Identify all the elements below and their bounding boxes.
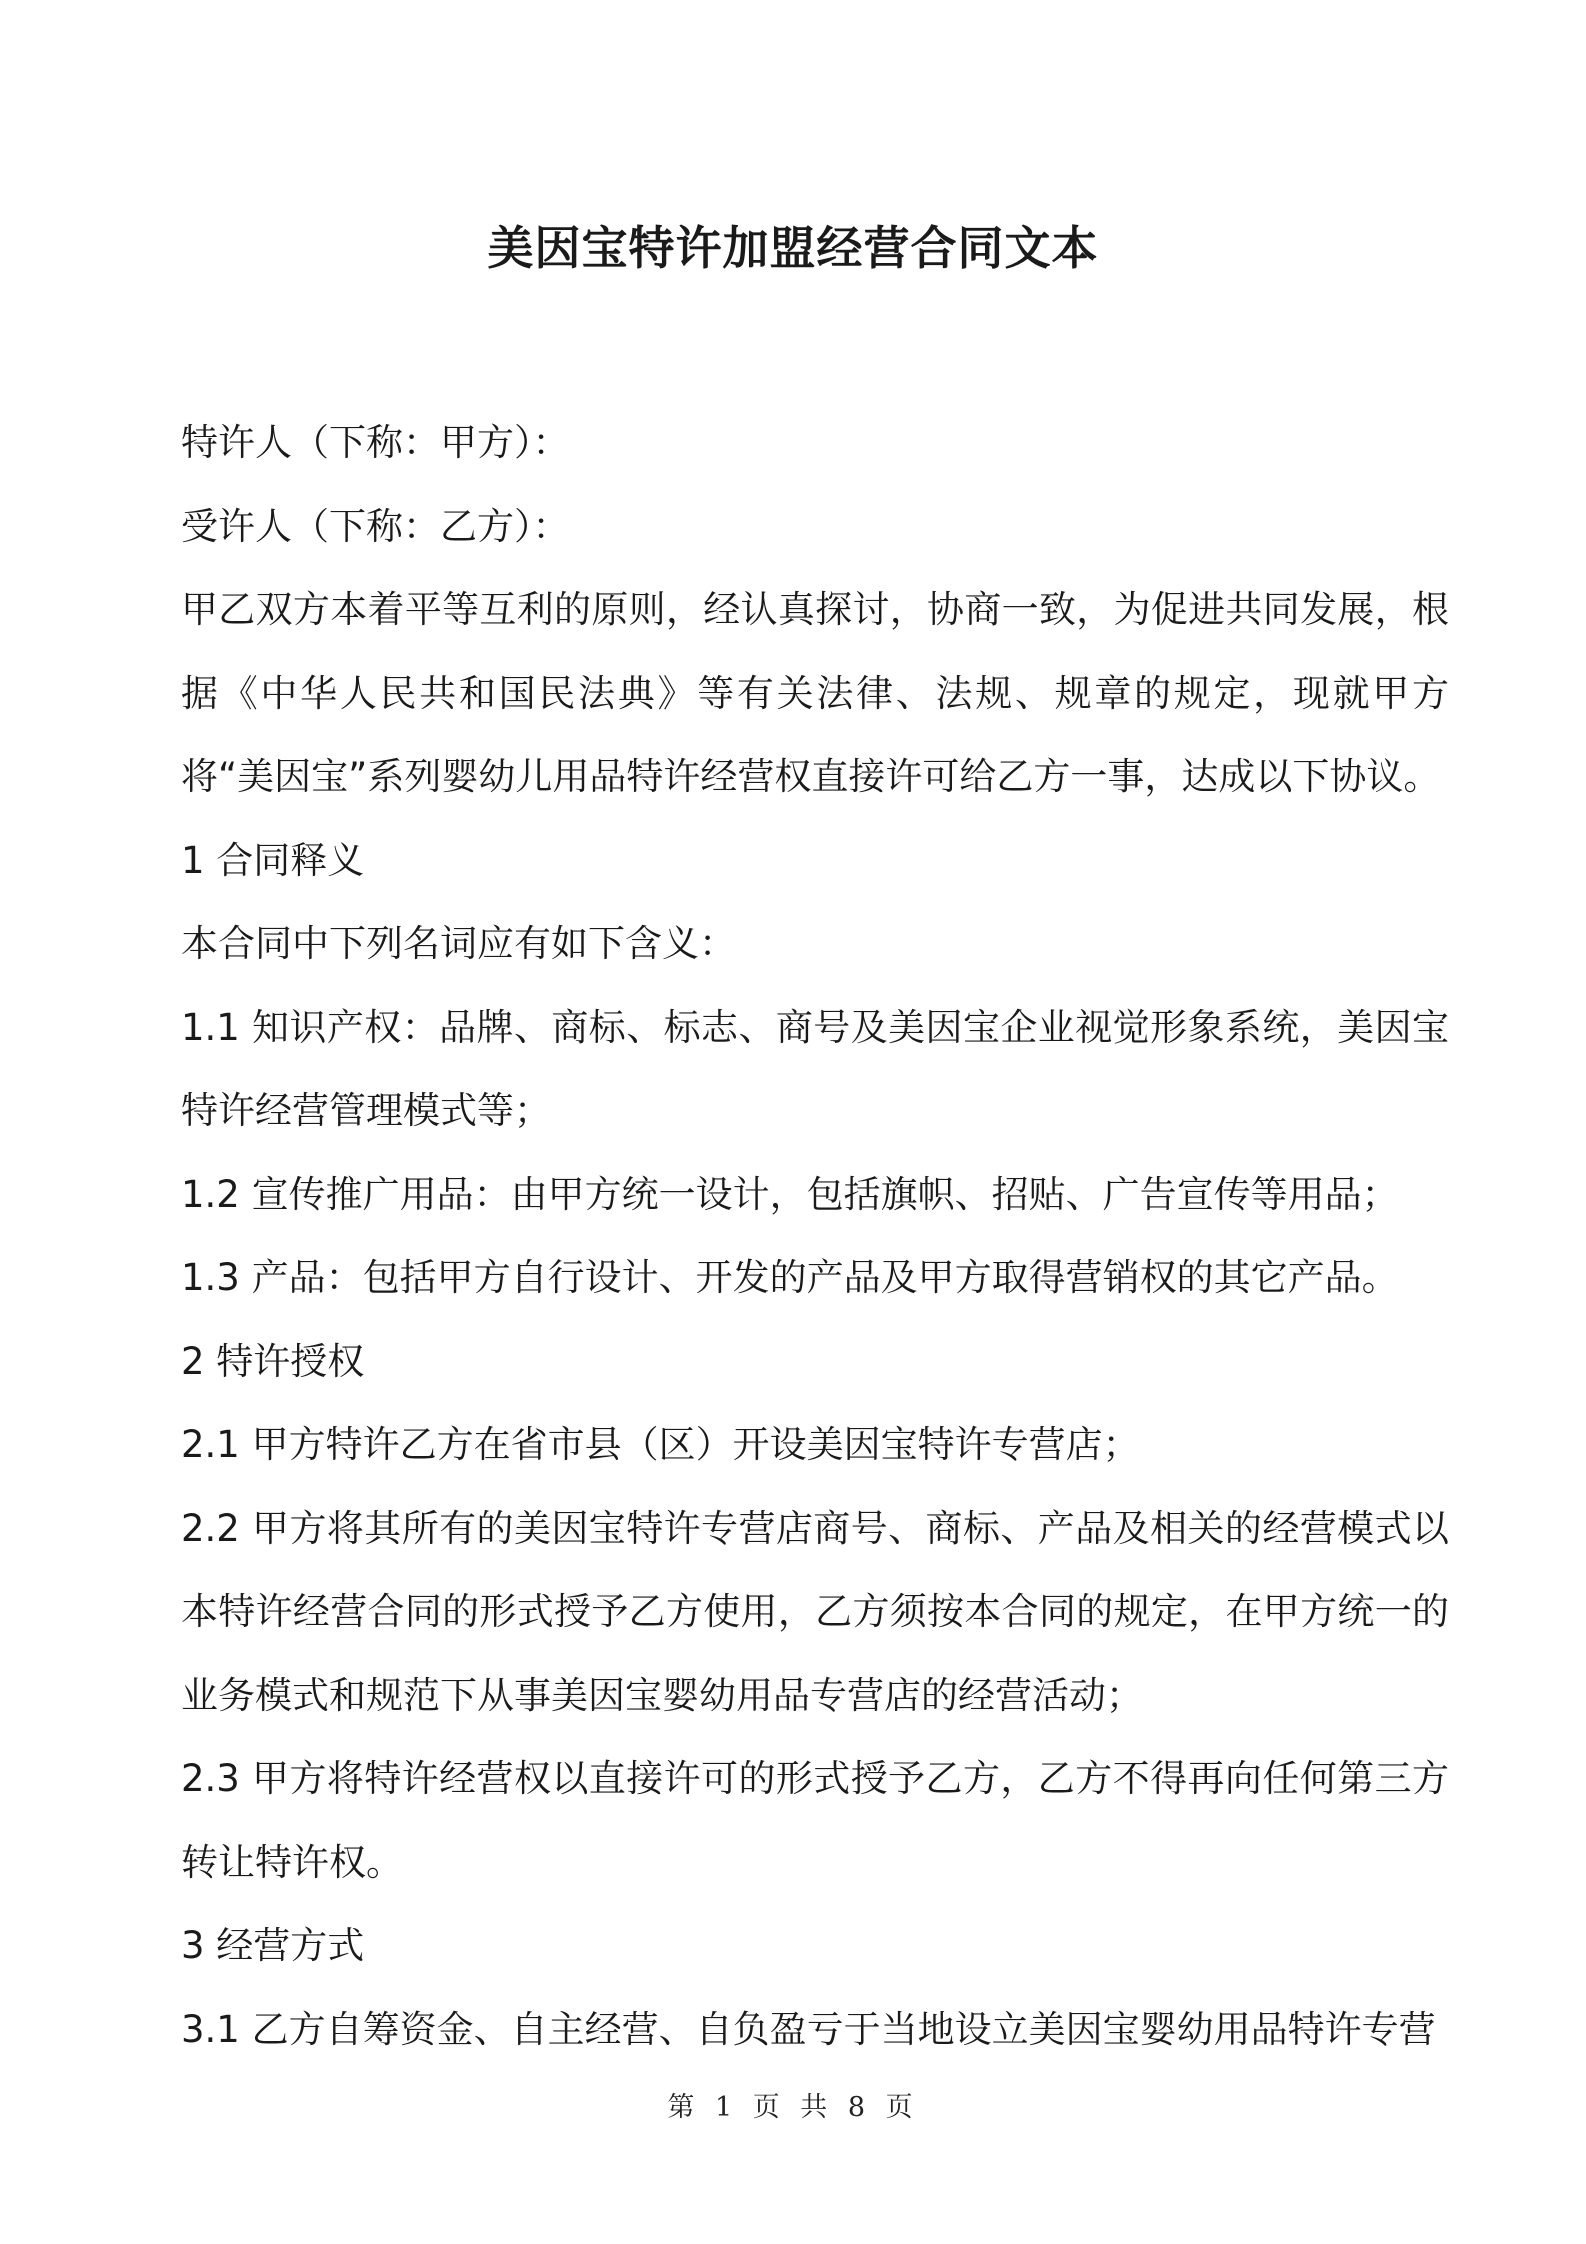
- clause-1-3: 1.3 产品：包括甲方自行设计、开发的产品及甲方取得营销权的其它产品。: [181, 1256, 1399, 1299]
- clause-1-2: 1.2 宣传推广用品：由甲方统一设计，包括旗帜、招贴、广告宣传等用品；: [181, 1172, 1399, 1216]
- preamble-paragraph: 甲乙双方本着平等互利的原则，经认真探讨，协商一致，为促进共同发展，根据《中华人民共和国民法典》等有关法律、法规、规章的规定，现就甲方将“美因宝”系列婴幼儿用品特许经营权直接许可给乙方一事，达成以下协议。: [181, 588, 1449, 798]
- definitions-intro: 本合同中下列名词应有如下含义：: [181, 922, 736, 965]
- clause-2-2: 2.2 甲方将其所有的美因宝特许专营店商号、商标、产品及相关的经营模式以本特许经营合同的形式授予乙方使用，乙方须按本合同的规定，在甲方统一的业务模式和规范下从事美因宝婴幼用品专营店的经营活动；: [181, 1506, 1449, 1717]
- party-b-line: 受许人（下称：乙方）：: [181, 504, 570, 548]
- party-a-line: 特许人（下称：甲方）：: [181, 421, 570, 464]
- page-number-footer: 第 1 页 共 8 页: [667, 2092, 919, 2123]
- clause-3-1: 3.1 乙方自筹资金、自主经营、自负盈亏于当地设立美因宝婴幼用品特许专营: [181, 2007, 1436, 2051]
- section-heading-2: 2 特许授权: [181, 1339, 365, 1383]
- document-title: 美因宝特许加盟经营合同文本: [487, 221, 1099, 275]
- section-heading-1: 1 合同释义: [181, 838, 365, 882]
- document-body: [181, 401, 1449, 2071]
- clause-1-1: 1.1 知识产权：品牌、商标、标志、商号及美因宝企业视觉形象系统，美因宝特许经营管理模式等；: [181, 1005, 1449, 1132]
- clause-2-1: 2.1 甲方特许乙方在省市县（区）开设美因宝特许专营店；: [181, 1423, 1140, 1466]
- clause-2-3: 2.3 甲方将特许经营权以直接许可的形式授予乙方，乙方不得再向任何第三方转让特许权。: [181, 1757, 1449, 1884]
- section-heading-3: 3 经营方式: [181, 1924, 365, 1967]
